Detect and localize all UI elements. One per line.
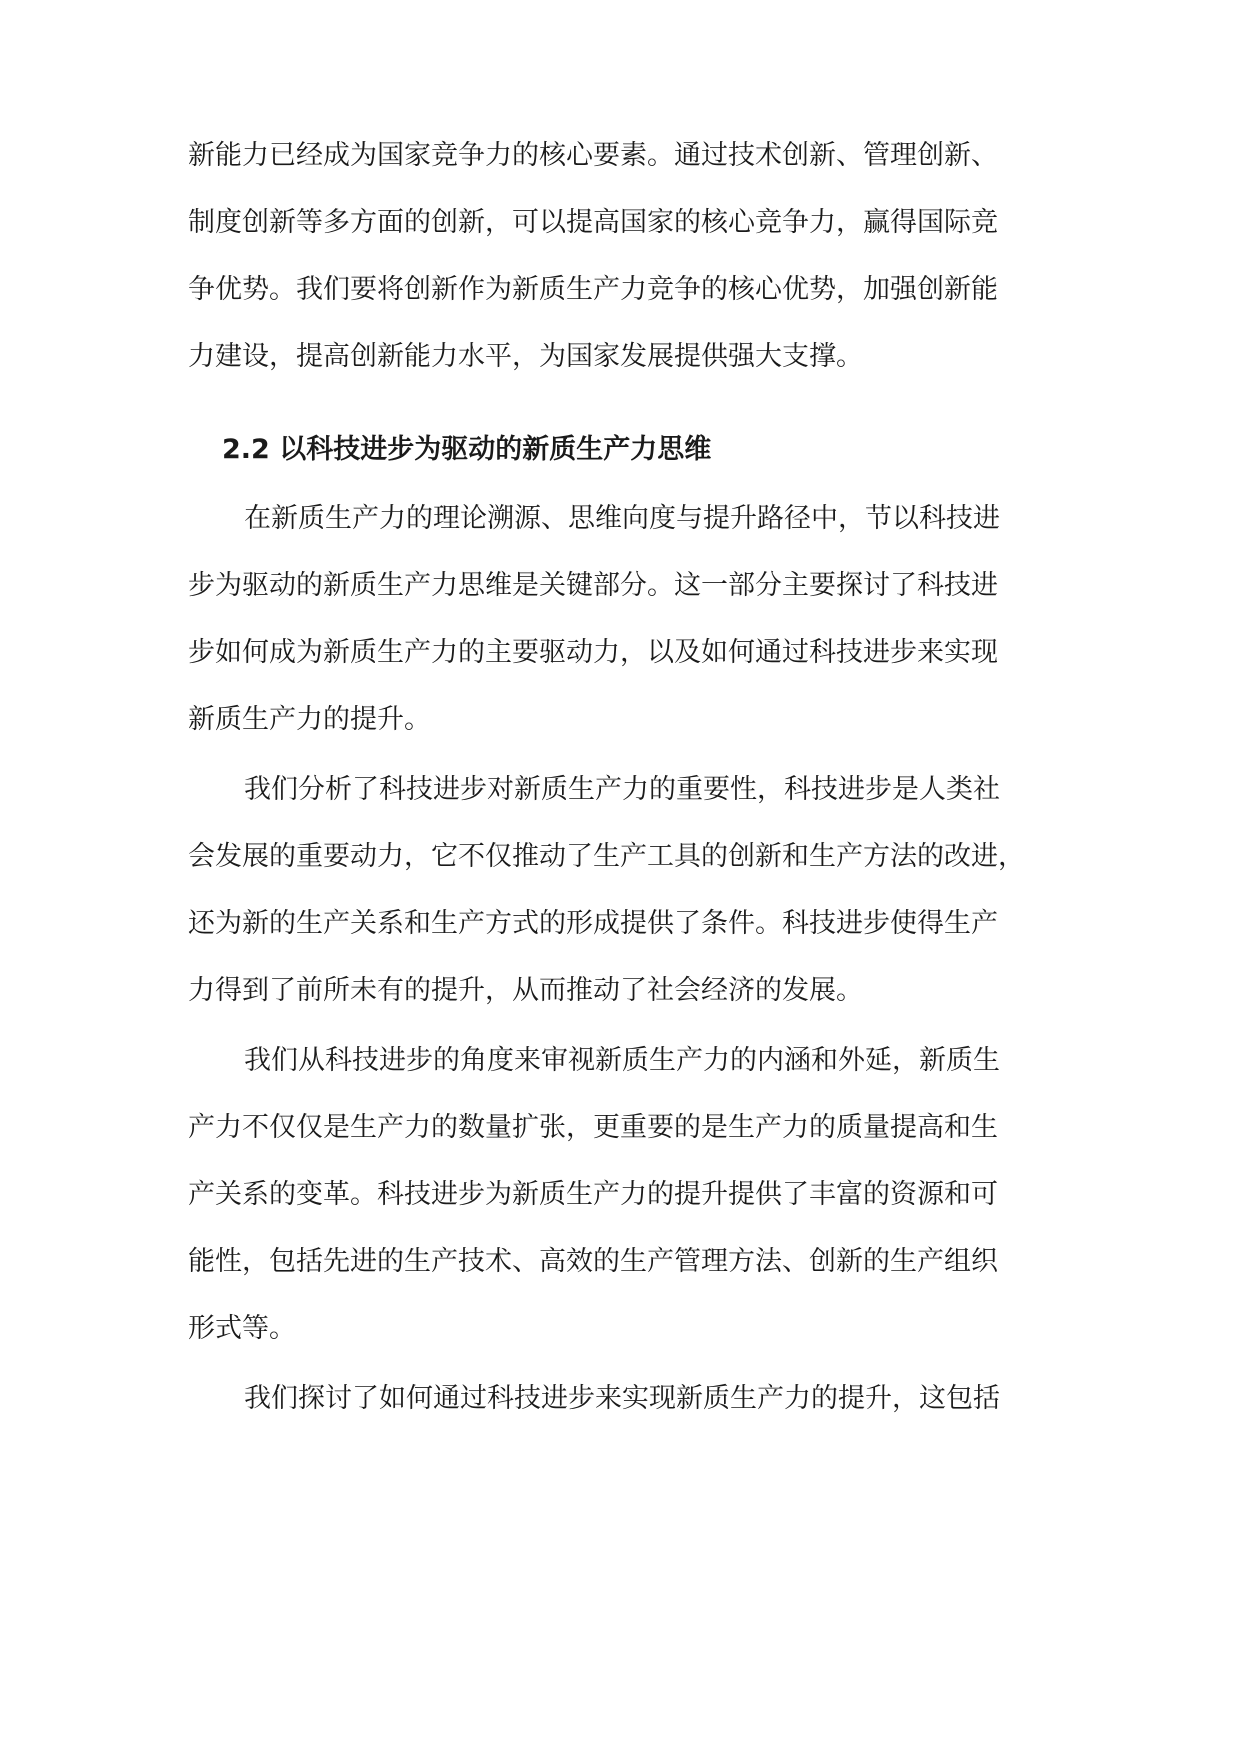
paragraph-line: 争优势。我们要将创新作为新质生产力竞争的核心优势，加强创新能 <box>188 274 998 305</box>
section-heading: 2.2 以科技进步为驱动的新质生产力思维 <box>222 434 712 465</box>
paragraph-line: 步如何成为新质生产力的主要驱动力，以及如何通过科技进步来实现 <box>188 637 998 668</box>
paragraph-line: 形式等。 <box>188 1313 296 1344</box>
paragraph-line: 步为驱动的新质生产力思维是关键部分。这一部分主要探讨了科技进 <box>188 570 998 601</box>
paragraph-line: 产力不仅仅是生产力的数量扩张，更重要的是生产力的质量提高和生 <box>188 1112 998 1143</box>
paragraph-line: 会发展的重要动力，它不仅推动了生产工具的创新和生产方法的改进， <box>188 841 1025 872</box>
paragraph-line: 能性，包括先进的生产技术、高效的生产管理方法、创新的生产组织 <box>188 1246 998 1277</box>
paragraph-line: 产关系的变革。科技进步为新质生产力的提升提供了丰富的资源和可 <box>188 1179 998 1210</box>
paragraph-line: 我们分析了科技进步对新质生产力的重要性，科技进步是人类社 <box>244 774 1000 805</box>
paragraph-line: 制度创新等多方面的创新，可以提高国家的核心竞争力，赢得国际竞 <box>188 207 998 238</box>
paragraph-line: 新能力已经成为国家竞争力的核心要素。通过技术创新、管理创新、 <box>188 140 998 171</box>
paragraph-line: 我们从科技进步的角度来审视新质生产力的内涵和外延，新质生 <box>244 1045 1000 1076</box>
paragraph-line: 我们探讨了如何通过科技进步来实现新质生产力的提升，这包括 <box>244 1383 1000 1414</box>
paragraph-line: 还为新的生产关系和生产方式的形成提供了条件。科技进步使得生产 <box>188 908 998 939</box>
paragraph-line: 力得到了前所未有的提升，从而推动了社会经济的发展。 <box>188 975 863 1006</box>
paragraph-line: 新质生产力的提升。 <box>188 704 431 735</box>
paragraph-line: 力建设，提高创新能力水平，为国家发展提供强大支撑。 <box>188 341 863 372</box>
paragraph-line: 在新质生产力的理论溯源、思维向度与提升路径中，节以科技进 <box>244 503 1000 534</box>
